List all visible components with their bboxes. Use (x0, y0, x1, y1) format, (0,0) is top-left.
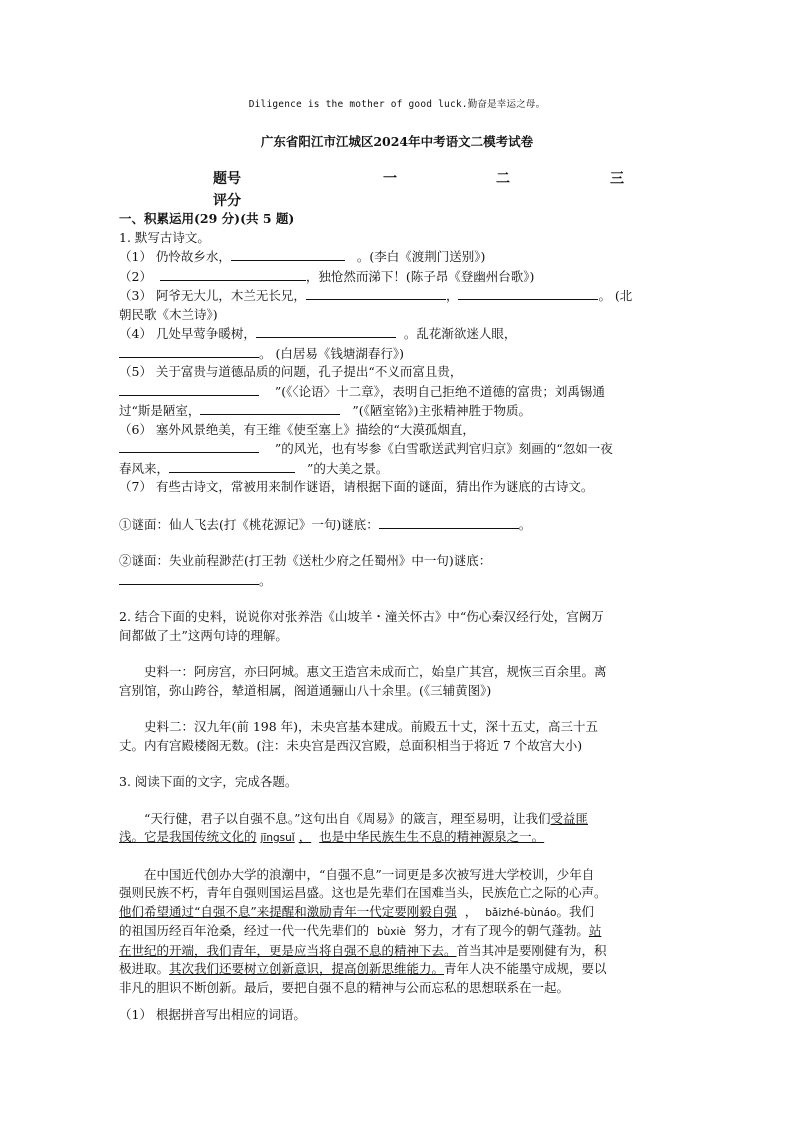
answer-blank[interactable] (256, 324, 396, 338)
q1-item-3: （3） 阿爷无大儿，木兰无长兄， ， 。 (北 (119, 288, 633, 303)
passage-p2-line4: 的祖国历经百年沧桑，经过一代一代先辈们的 bùxiè 努力，才有了现今的朝气蓬勃。站 (119, 923, 602, 938)
answer-blank[interactable] (379, 515, 519, 529)
passage-p2-line7: 非凡的胆识不断创新。最后，要把自强不息的精神与公而忘私的思想联系在一起。 (119, 979, 570, 995)
answer-blank[interactable] (458, 286, 598, 300)
q1-item-6-cont: ”的风光，也有岑参《白雪歌送武判官归京》刻画的“忽如一夜 (119, 439, 679, 459)
passage-p2-line3: 他们希望通过“自强不息”来提醒和激励青年一代定要刚毅自强 ， bǎizhé-bùnáo。我们 (119, 903, 594, 919)
q3-sub-1: （1） 根据拼音写出相应的词语。 (119, 1007, 306, 1022)
q1-item-6: （6） 塞外风景绝美，有王维《使至塞上》描绘的“大漠孤烟直， (119, 421, 475, 437)
pinyin-buxie: bùxiè (376, 926, 406, 938)
riddle-1: ①谜面：仙人飞去(打《桃花源记》一句)谜底： 。 (119, 516, 532, 532)
pinyin-jingsui: jīngsuǐ (260, 832, 295, 844)
q3-stem: 3. 阅读下面的文字，完成各题。 (119, 774, 298, 789)
column-3: 三 (610, 171, 624, 187)
q1-item-3-cont: 朝民歌《木兰诗》) (119, 306, 218, 322)
q1-item-6-cont2: 春风来， ”的大美之景。 (119, 460, 389, 476)
column-1: 一 (383, 171, 397, 187)
q2-stem: 2. 结合下面的史料，说说你对张养浩《山坡羊・潼关怀古》中“伤心秦汉经行处，宫阙万 (119, 609, 604, 624)
material-2-cont: 丈。内有宫殿楼阁无数。(注：未央宫是西汉宫殿，总面积相当于将近 7 个故宫大小) (119, 737, 583, 753)
passage-p2-line6: 极进取。其次我们还要树立创新意识，提高创新思维能力。青年人决不能墨守成规，要以 (119, 961, 607, 976)
answer-blank[interactable] (169, 459, 295, 473)
passage-p1-cont: 浅。它是我国传统文化的 jīngsuǐ ， 也是中华民族生生不息的精神源泉之一。 (119, 829, 545, 844)
q1-item-4-cont: 。 (白居易《钱塘湖春行》) (119, 344, 679, 364)
answer-blank[interactable] (200, 401, 340, 415)
answer-blank[interactable] (306, 286, 446, 300)
q1-item-5-cont: ”(《〈论语〉十二章》，表明自己拒绝不道德的富贵；刘禹锡通 (119, 382, 679, 402)
header-motto: Diligence is the mother of good luck.勤奋是幸运之母。 (248, 99, 546, 110)
score-table-header-row (213, 168, 693, 190)
exam-content (119, 210, 679, 1025)
q2-stem-cont: 间都做了土”这两句诗的理解。 (119, 627, 288, 643)
score-label: 评分 (213, 193, 241, 209)
material-1-cont: 宫别馆，弥山跨谷，辇道相属，阁道通骊山八十余里。(《三辅黄图》) (119, 682, 492, 698)
exam-title: 广东省阳江市江城区2024年中考语文二模考试卷 (260, 134, 534, 149)
q1-item-5: （5） 关于富贵与道德品质的问题，孔子提出“不义而富且贵， (119, 364, 463, 379)
passage-p2-line5: 在世纪的开端，我们青年，更是应当将自强不息的精神下去。首当其冲是要刚健有为，积 (119, 942, 607, 958)
answer-blank[interactable] (160, 267, 306, 281)
answer-blank[interactable] (119, 439, 259, 453)
q1-item-4: （4） 几处早莺争暖树， 。乱花渐欲迷人眼， (119, 326, 517, 341)
pinyin-baizhebunao: bǎizhé-bùnáo (485, 906, 557, 919)
answer-blank[interactable] (119, 344, 259, 358)
passage-p2-line2: 强则民族不朽，青年自强则国运昌盛。这也是先辈们在国难当头，民族危亡之际的心声。 (119, 885, 607, 900)
answer-blank[interactable] (119, 571, 259, 585)
q1-item-2: （2） ，独怆然而涕下！(陈子昂《登幽州台歌》) (119, 268, 535, 284)
column-2: 二 (496, 171, 510, 187)
q1-item-7: （7） 有些古诗文，常被用来制作谜语，请根据下面的谜面，猜出作为谜底的古诗文。 (119, 479, 594, 494)
riddle-2: ②谜面：失业前程渺茫(打王勃《送杜少府之任蜀州》中一句)谜底： (119, 553, 492, 568)
q1-item-5-cont2: 过“斯是陋室， ”(《陋室铭》)主张精神胜于物质。 (119, 403, 531, 418)
passage-p2: 在中国近代创办大学的浪潮中，“自强不息”一词更是多次被写进大学校训，少年自 (144, 866, 595, 882)
question-number-label: 题号 (213, 171, 241, 187)
riddle-2-answer: 。 (119, 571, 679, 591)
answer-blank[interactable] (119, 382, 259, 396)
answer-blank[interactable] (231, 247, 345, 261)
passage-p1: “天行健，君子以自强不息。”这句出自《周易》的箴言，理至易明，让我们受益匪 (144, 810, 589, 826)
material-2: 史料二：汉九年(前 198 年)，未央宫基本建成。前殿五十丈，深十五丈，高三十五 (144, 719, 599, 734)
q1-stem: 1. 默写古诗文。 (119, 229, 210, 245)
material-1: 史料一：阿房宫，亦曰阿城。惠文王造宫未成而亡，始皇广其宫，规恢三百余里。离 (144, 664, 607, 679)
score-table (213, 168, 693, 212)
q1-item-1: （1） 仍怜故乡水， 。(李白《渡荆门送别》) (119, 249, 486, 264)
section-1-title: 一、积累运用(29 分)(共 5 题) (119, 211, 295, 226)
score-table-score-row (213, 190, 693, 212)
